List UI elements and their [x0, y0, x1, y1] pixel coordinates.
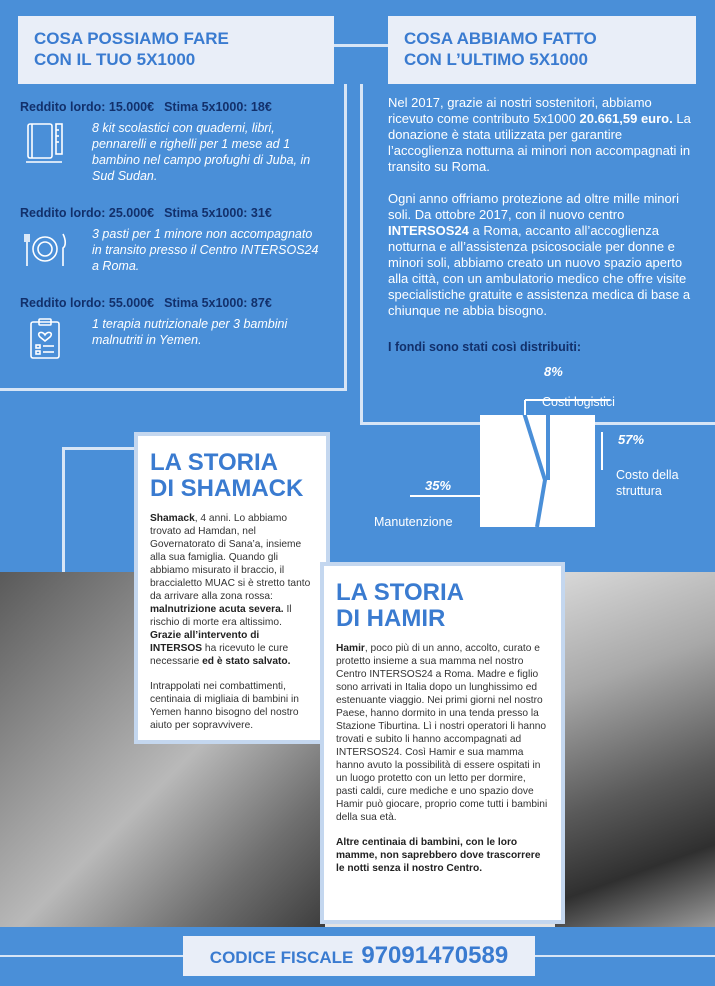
stima-label: Stima 5x1000: 87€: [164, 296, 272, 310]
slice-pct-manutenzione: 35%: [425, 478, 452, 493]
story-text-span: Il rischio di morte era altissimo.: [150, 604, 292, 628]
reddito-label: Reddito lordo: 15.000€: [20, 100, 155, 114]
tax-code-label: CODICE FISCALE: [209, 948, 354, 967]
story-title-line2: DI HAMIR: [336, 605, 446, 632]
story-text-span: ha ricevuto le cure necessarie: [150, 643, 289, 667]
slice-pct-logistici: 8%: [544, 364, 563, 379]
story-name: Shamack: [150, 513, 195, 524]
story-hamir-card: [320, 562, 565, 924]
item-text: 8 kit scolastici con quaderni, libri, pennarelli e righelli per 1 mese ad 1 bambino nel campo profughi di Juba, in Sud Sudan.: [92, 121, 311, 183]
frame-line: [0, 388, 347, 391]
left-header-line2: CON IL TUO 5X1000: [34, 50, 196, 69]
footer-line: [0, 955, 183, 957]
report-text-span: Nel 2017, grazie ai nostri sostenitori, abbiamo ricevuto come contributo 5x1000: [388, 95, 652, 126]
funds-chart: [370, 360, 700, 530]
story-title-line1: LA STORIA: [150, 449, 279, 476]
stima-label: Stima 5x1000: 31€: [164, 206, 272, 220]
story-title: [150, 450, 314, 502]
donation-examples: [20, 100, 320, 384]
right-header-line2: CON L’ULTIMO 5X1000: [404, 50, 588, 69]
right-header-line1: COSA ABBIAMO FATTO: [404, 29, 597, 48]
story-shamack-card: [134, 432, 330, 744]
report-paragraph: [388, 191, 698, 319]
donation-item: [20, 100, 320, 184]
story-text-bold: Grazie all’intervento di INTERSOS: [150, 630, 260, 654]
item-head: [20, 206, 320, 220]
slice-label-logistici: Costi logistici: [542, 395, 615, 409]
story-name: Hamir: [336, 643, 365, 654]
story-title-line2: DI SHAMACK: [150, 475, 304, 502]
story-body: [336, 642, 549, 875]
frame-line: [62, 447, 65, 572]
footer-line: [535, 955, 715, 957]
clipboard-heart-icon: [22, 316, 68, 362]
photo-hamir: [555, 572, 715, 927]
frame-line: [62, 447, 136, 450]
report-text-span: La donazione è stata utilizzata per garantire l’accoglienza notturna ai minori non accompagnati in transito su Roma.: [388, 111, 691, 174]
slice-label-manutenzione: Manutenzione: [374, 515, 453, 529]
frame-line: [360, 84, 363, 424]
funds-chart-svg: [370, 360, 700, 530]
center-name: INTERSOS24: [388, 223, 469, 238]
notebook-icon: [22, 120, 68, 166]
frame-line: [344, 84, 347, 390]
item-text: 1 terapia nutrizionale per 3 bambini malnutriti in Yemen.: [92, 317, 288, 347]
item-head: [20, 100, 320, 114]
story-text-bold: Altre centinaia di bambini, con le loro mamme, non saprebbero dove trascorrere le notti senza il nostro Centro.: [336, 837, 541, 874]
story-title-line1: LA STORIA: [336, 579, 465, 606]
report-text: [388, 95, 698, 335]
story-paragraph: [150, 512, 314, 668]
story-paragraph: Intrappolati nei combattimenti, centinaia di migliaia di bambini in Yemen hanno bisogno del nostro aiuto per sopravvivere.: [150, 681, 299, 731]
donation-item: [20, 206, 320, 274]
tax-code-value: 97091470589: [361, 942, 509, 969]
report-paragraph: [388, 95, 698, 175]
story-title: [336, 580, 549, 632]
item-head: [20, 296, 320, 310]
reddito-label: Reddito lordo: 25.000€: [20, 206, 155, 220]
story-text-span: , poco più di un anno, accolto, curato e protetto insieme a sua mamma nel nostro Centro INTERSOS24 a Roma. Madre e figlio sono arrivati in Italia dopo un lunghissimo ed estenuante viaggio. Nei primi giorni nel nostro Paese, hanno dormito in una tenda presso la Stazione Tiburtina. Lì i nostri operatori li hanno trovati e subito li hanno accompagnati ad INTERSOS24. Così Hamir e sua mamma hanno avuto la possibilità di essere ospitati in un luogo protetto con un letto per dormire, pasti caldi, cure mediche e uno spazio dove Hamir può giocare, proprio come tutti i bambini della sua età.: [336, 643, 548, 823]
report-text-span: Ogni anno offriamo protezione ad oltre mille minori soli. Da ottobre 2017, con il nuovo centro: [388, 191, 679, 222]
story-text-bold: malnutrizione acuta severa.: [150, 604, 284, 615]
right-header: [388, 16, 696, 84]
donation-item: [20, 296, 320, 362]
frame-line: [334, 44, 388, 47]
item-text: 3 pasti per 1 minore non accompagnato in transito presso il Centro INTERSOS24 a Roma.: [92, 227, 319, 273]
plate-cutlery-icon: [22, 226, 68, 272]
story-text-bold: ed è stato salvato.: [202, 656, 291, 667]
tax-code-banner: [183, 936, 535, 976]
story-text-span: , 4 anni. Lo abbiamo trovato ad Hamdan, nel Governatorato di Sana’a, insieme alla sua famiglia. Quando gli abbiamo misurato il braccio, il braccialetto MUAC si è stretto tanto da arrivare alla zona rossa:: [150, 513, 311, 602]
reddito-label: Reddito lordo: 55.000€: [20, 296, 155, 310]
funds-heading: I fondi sono stati così distribuiti:: [388, 340, 582, 354]
story-body: [150, 512, 314, 732]
left-header-line1: COSA POSSIAMO FARE: [34, 29, 229, 48]
report-text-span: a Roma, accanto all’accoglienza notturna e all’assistenza psicosociale per donne e minori soli, abbiamo creato un nuovo spazio aperto alla città, con un ambulatorio medico che offre visite specialistiche gratuite e assistenza medica di base a chiunque ne abbia bisogno.: [388, 223, 691, 318]
slice-label-struttura: Costo della struttura: [616, 468, 679, 498]
story-paragraph: [336, 642, 549, 824]
contribution-amount: 20.661,59 euro.: [579, 111, 673, 126]
slice-pct-struttura: 57%: [618, 432, 645, 447]
stima-label: Stima 5x1000: 18€: [164, 100, 272, 114]
left-header: [18, 16, 334, 84]
chart-box: [480, 415, 595, 527]
story-paragraph: [336, 836, 549, 875]
